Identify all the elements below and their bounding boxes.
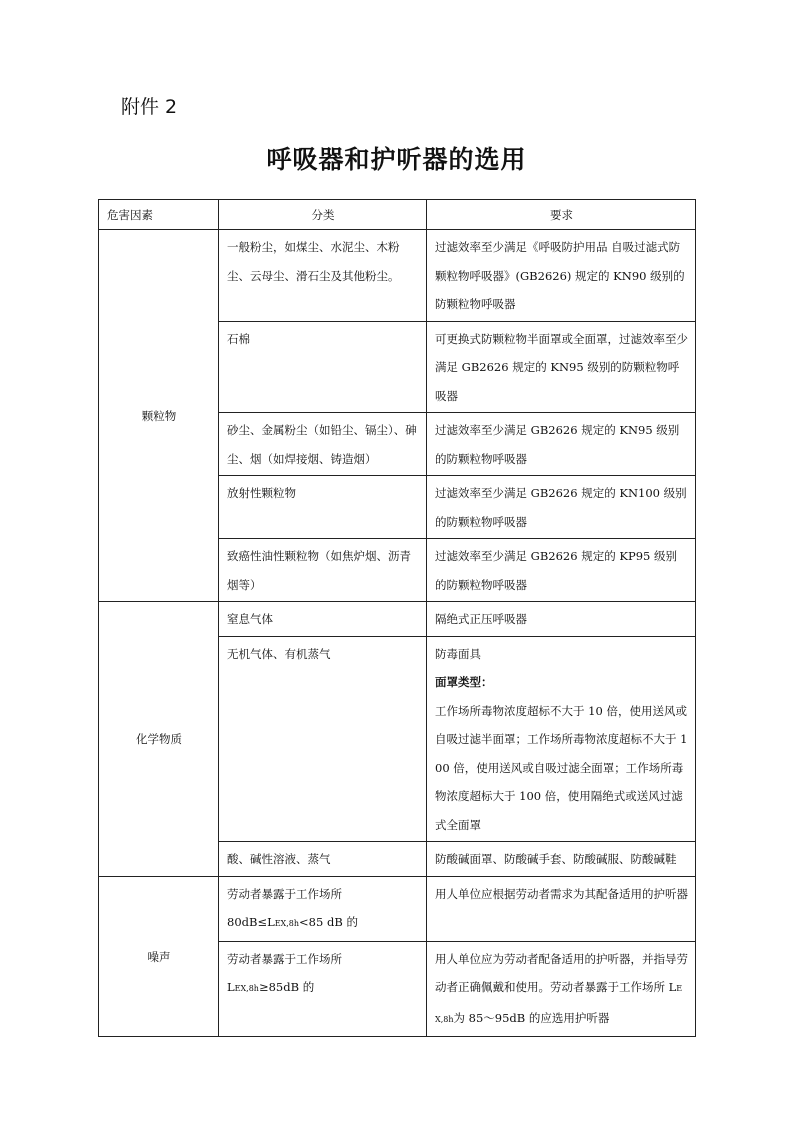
requirement-cell: 可更换式防颗粒物半面罩或全面罩，过滤效率至少满足 GB2626 规定的 KN95 级别的防颗粒物呼吸器 bbox=[427, 321, 696, 413]
requirement-cell: 过滤效率至少满足 GB2626 规定的 KP95 级别的防颗粒物呼吸器 bbox=[427, 539, 696, 602]
respirator-table bbox=[98, 199, 696, 1037]
category-cell bbox=[219, 941, 427, 1037]
factor-noise: 噪声 bbox=[99, 876, 219, 1037]
category-cell: 放射性颗粒物 bbox=[219, 476, 427, 539]
requirement-cell: 防酸碱面罩、防酸碱手套、防酸碱服、防酸碱鞋 bbox=[427, 842, 696, 877]
category-cell: 无机气体、有机蒸气 bbox=[219, 636, 427, 842]
factor-particulate: 颗粒物 bbox=[99, 230, 219, 602]
header-row bbox=[99, 200, 696, 230]
category-cell: 砂尘、金属粉尘（如铅尘、镉尘）、砷尘、烟（如焊接烟、铸造烟） bbox=[219, 413, 427, 476]
requirement-cell: 用人单位应根据劳动者需求为其配备适用的护听器 bbox=[427, 876, 696, 941]
noise-category-line: 劳动者暴露于工作场所 bbox=[227, 886, 342, 901]
requirement-cell: 用人单位应为劳动者配备适用的护听器，并指导劳动者正确佩戴和使用。劳动者暴露于工作场所 LEX,8h为 85～95dB 的应选用护听器 bbox=[427, 941, 696, 1037]
page-title: 呼吸器和护听器的选用 bbox=[266, 145, 527, 174]
category-cell: 石棉 bbox=[219, 321, 427, 413]
category-cell: 酸、碱性溶液、蒸气 bbox=[219, 842, 427, 877]
header-factor: 危害因素 bbox=[99, 200, 219, 230]
requirement-cell: 过滤效率至少满足 GB2626 规定的 KN95 级别的防颗粒物呼吸器 bbox=[427, 413, 696, 476]
category-cell: 致癌性油性颗粒物（如焦炉烟、沥青烟等） bbox=[219, 539, 427, 602]
header-category: 分类 bbox=[219, 200, 427, 230]
noise-level-range: LEX,8h≥85dB 的 bbox=[227, 980, 315, 994]
mask-type-label: 面罩类型： bbox=[435, 675, 493, 689]
mask-type-detail: 工作场所毒物浓度超标不大于 10 倍，使用送风或自吸过滤半面罩；工作场所毒物浓度超标不大于 100 倍，使用送风或自吸过滤全面罩；工作场所毒物浓度超标大于 100 倍，使用隔绝式或送风过滤式全面罩 bbox=[435, 703, 688, 832]
noise-category-line: 劳动者暴露于工作场所 bbox=[227, 951, 342, 966]
noise-level-range: 80dB≤LEX,8h<85 dB 的 bbox=[227, 915, 358, 929]
table-row bbox=[99, 876, 696, 941]
requirement-cell bbox=[427, 636, 696, 842]
requirement-gas-mask: 防毒面具 bbox=[435, 646, 481, 661]
category-cell: 一般粉尘，如煤尘、水泥尘、木粉尘、云母尘、滑石尘及其他粉尘。 bbox=[219, 230, 427, 322]
requirement-cell: 隔绝式正压呼吸器 bbox=[427, 602, 696, 637]
requirement-cell: 过滤效率至少满足 GB2626 规定的 KN100 级别的防颗粒物呼吸器 bbox=[427, 476, 696, 539]
header-requirement: 要求 bbox=[427, 200, 696, 230]
category-cell: 窒息气体 bbox=[219, 602, 427, 637]
attachment-label: 附件 2 bbox=[121, 96, 178, 118]
requirement-cell: 过滤效率至少满足《呼吸防护用品 自吸过滤式防颗粒物呼吸器》(GB2626) 规定的 KN90 级别的防颗粒物呼吸器 bbox=[427, 230, 696, 322]
category-cell bbox=[219, 876, 427, 941]
factor-chemical: 化学物质 bbox=[99, 602, 219, 877]
table-row bbox=[99, 230, 696, 322]
table-row bbox=[99, 602, 696, 637]
